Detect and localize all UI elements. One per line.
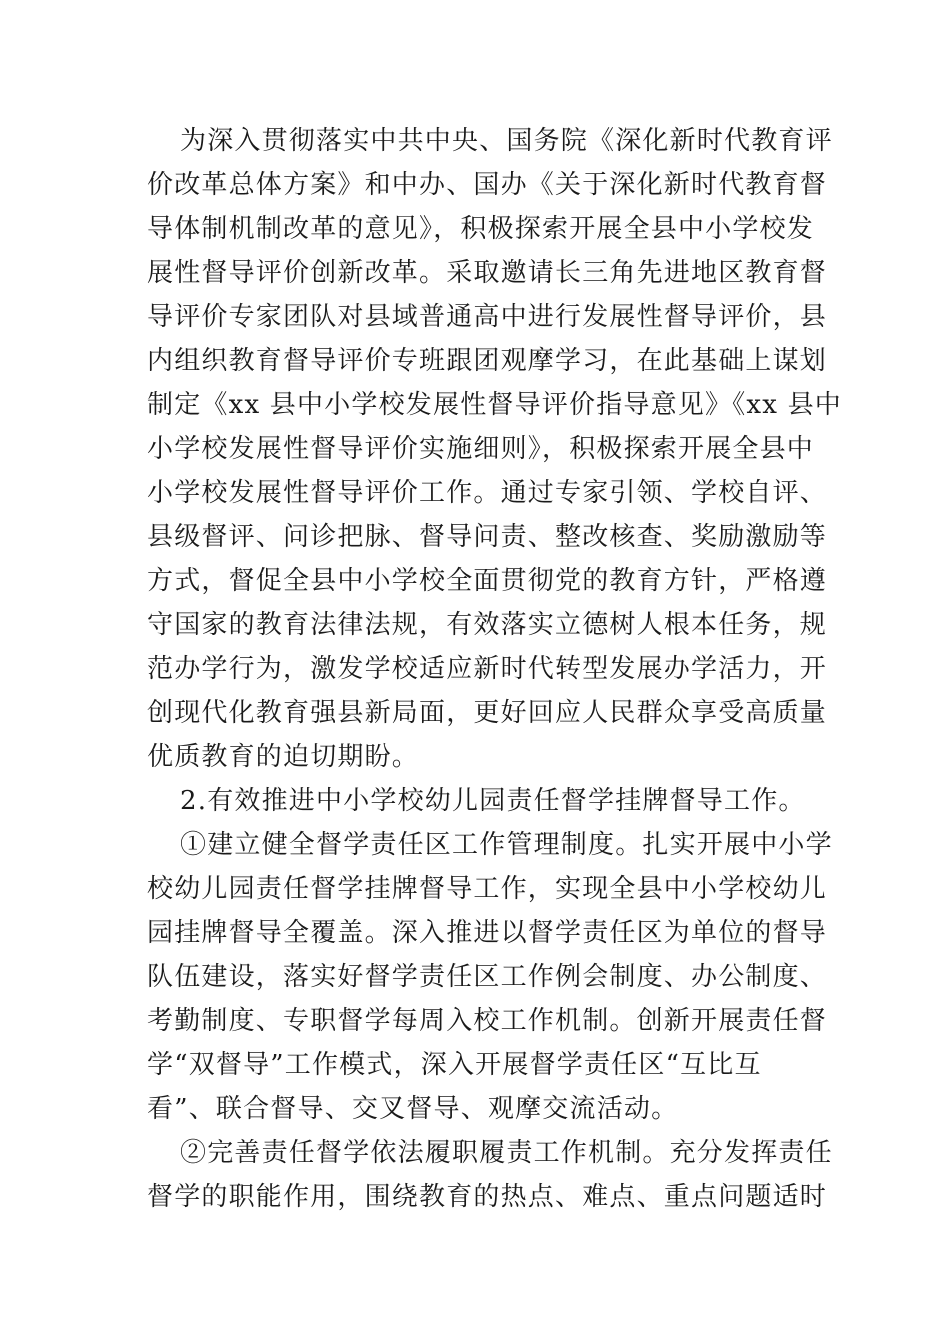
text-line: 展性督导评价创新改革。采取邀请长三角先进地区教育督 — [147, 258, 828, 288]
text-line: 队伍建设，落实好督学责任区工作例会制度、办公制度、 — [147, 962, 828, 992]
text-line: 看”、联合督导、交叉督导、观摩交流活动。 — [147, 1094, 679, 1124]
text-line: 园挂牌督导全覆盖。深入推进以督学责任区为单位的督导 — [147, 918, 828, 948]
text-line: ①建立健全督学责任区工作管理制度。扎实开展中小学 — [180, 830, 833, 860]
text-line: 小学校发展性督导评价工作。通过专家引领、学校自评、 — [147, 478, 828, 508]
text-line: 方式，督促全县中小学校全面贯彻党的教育方针，严格遵 — [147, 566, 828, 596]
text-line: 价改革总体方案》和中办、国办《关于深化新时代教育督 — [147, 170, 828, 200]
text-line: 考勤制度、专职督学每周入校工作机制。创新开展责任督 — [147, 1006, 828, 1036]
text-line: 范办学行为，激发学校适应新时代转型发展办学活力，开 — [147, 654, 828, 684]
text-line: 优质教育的迫切期盼。 — [147, 742, 420, 772]
text-line: 导体制机制改革的意见》，积极探索开展全县中小学校发 — [147, 214, 815, 244]
section-heading: 2.有效推进中小学校幼儿园责任督学挂牌督导工作。 — [180, 786, 806, 816]
text-line: 督学的职能作用，围绕教育的热点、难点、重点问题适时 — [147, 1182, 828, 1212]
text-line: 内组织教育督导评价专班跟团观摩学习，在此基础上谋划 — [147, 346, 828, 376]
text-line: ②完善责任督学依法履职履责工作机制。充分发挥责任 — [180, 1138, 833, 1168]
text-line: 校幼儿园责任督学挂牌督导工作，实现全县中小学校幼儿 — [147, 874, 828, 904]
text-line: 小学校发展性督导评价实施细则》，积极探索开展全县中 — [147, 434, 815, 464]
text-line: 制定《xx 县中小学校发展性督导评价指导意见》《xx 县中 — [147, 390, 842, 420]
text-line: 学“双督导”工作模式，深入开展督学责任区“互比互 — [147, 1050, 762, 1080]
text-line: 守国家的教育法律法规，有效落实立德树人根本任务，规 — [147, 610, 828, 640]
text-line: 创现代化教育强县新局面，更好回应人民群众享受高质量 — [147, 698, 828, 728]
text-line: 导评价专家团队对县域普通高中进行发展性督导评价，县 — [147, 302, 828, 332]
text-line: 县级督评、问诊把脉、督导问责、整改核查、奖励激励等 — [147, 522, 828, 552]
text-line: 为深入贯彻落实中共中央、国务院《深化新时代教育评 — [180, 126, 833, 156]
